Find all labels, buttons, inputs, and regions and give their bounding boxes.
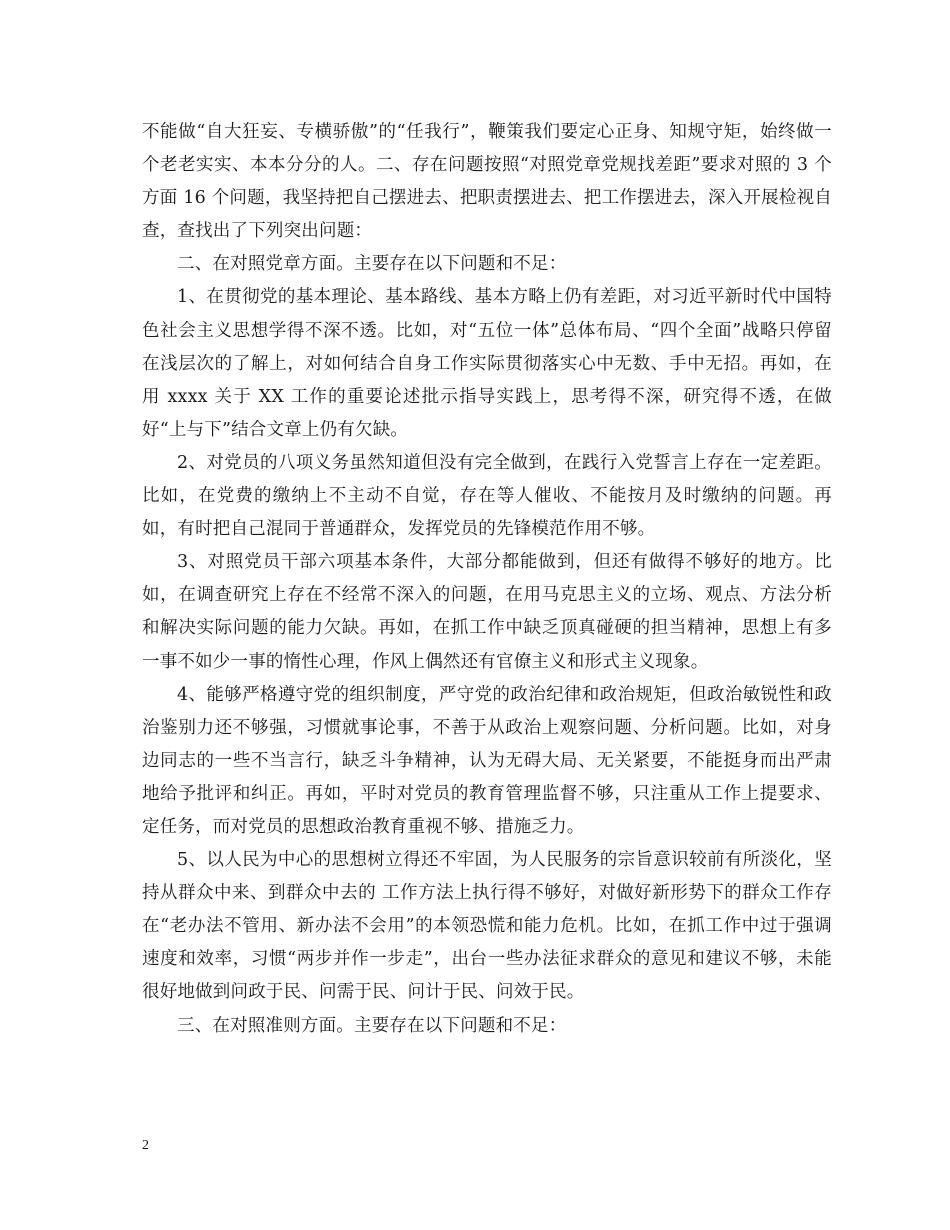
paragraph-item-4: 4、能够严格遵守党的组织制度，严守党的政治纪律和政治规矩，但政治敏锐性和政治鉴别力还不够强，习惯就事论事，不善于从政治上观察问题、分析问题。比如，对身边同志的一些不当言行，缺乏斗争精神，认为无碍大局、无关紧要，不能挺身而出严肃地给予批评和纠正。再如，平时对党员的教育管理监督不够，只注重从工作上提要求、定任务，而对党员的思想政治教育重视不够、措施乏力。 xyxy=(142,684,832,837)
page-number: 2 xyxy=(142,1138,149,1153)
paragraph-item-3: 3、对照党员干部六项基本条件，大部分都能做到，但还有做得不够好的地方。比如，在调查研究上存在不经常不深入的问题，在用马克思主义的立场、观点、方法分析和解决实际问题的能力欠缺。再如，在抓工作中缺乏顶真碰硬的担当精神，思想上有多一事不如少一事的惰性心理，作风上偶然还有官僚主义和形式主义现象。 xyxy=(142,552,832,672)
paragraph-section-3-heading: 三、在对照准则方面。主要存在以下问题和不足： xyxy=(177,1015,567,1036)
paragraph-item-1: 1、在贯彻党的基本理论、基本路线、基本方略上仍有差距，对习近平新时代中国特色社会主义思想学得不深不透。比如，对“五位一体”总体布局、“四个全面”战略只停留在浅层次的了解上，对如何结合自身工作实际贯彻落实心中无数、手中无招。再如，在用 xxxx 关于 XX 工作的重要论述批示指导实践上，思考得不深，研究得不透，在做好“上与下”结合文章上仍有欠缺。 xyxy=(142,287,832,440)
paragraph-item-5: 5、以人民为中心的思想树立得还不牢固，为人民服务的宗旨意识较前有所淡化，坚持从群众中来、到群众中去的 工作方法上执行得不够好，对做好新形势下的群众工作存在“老办法不管用、新办法不会用”的本领恐慌和能力危机。比如，在抓工作中过于强调速度和效率，习惯“两步并作一步走”，出台一些办法征求群众的意见和建议不够，未能很好地做到问政于民、问需于民、问计于民、问效于民。 xyxy=(142,850,832,1003)
paragraph-item-2: 2、对党员的八项义务虽然知道但没有完全做到，在践行入党誓言上存在一定差距。比如，在党费的缴纳上不主动不自觉，存在等人催收、不能按月及时缴纳的问题。再如，有时把自己混同于普通群众，发挥党员的先锋模范作用不够。 xyxy=(142,452,832,540)
paragraph-intro: 不能做“自大狂妄、专横骄傲”的“任我行”，鞭策我们要定心正身、知规守矩，始终做一个老老实实、本本分分的人。二、存在问题按照“对照党章党规找差距”要求对照的 3 个方面 16 个问题，我坚持把自己摆进去、把职责摆进去、把工作摆进去，深入开展检视自查，查找出了下列突出问题： xyxy=(142,122,832,242)
body-text xyxy=(142,116,832,1043)
paragraph-section-2-heading: 二、在对照党章方面。主要存在以下问题和不足： xyxy=(177,254,567,275)
